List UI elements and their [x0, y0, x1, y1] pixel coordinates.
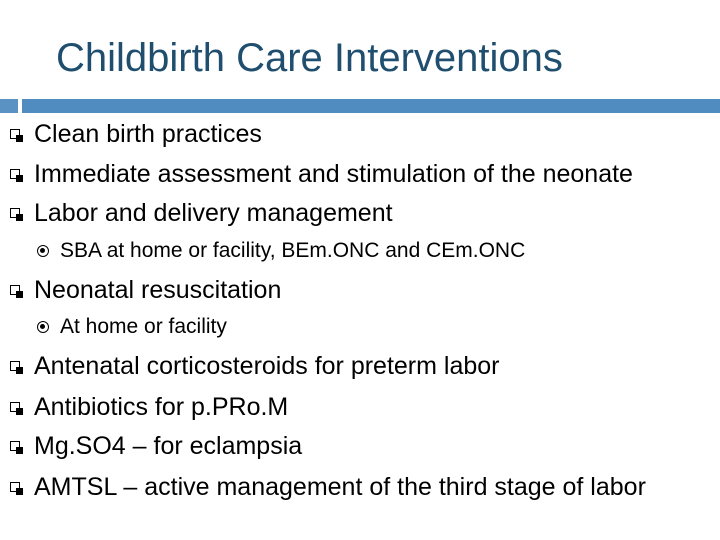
square-bullet-icon	[10, 208, 20, 218]
circle-dot-bullet-icon	[37, 245, 49, 257]
slide-title: Childbirth Care Interventions	[56, 36, 563, 80]
bullet-text: AMTSL – active management of the third stage of labor	[34, 473, 646, 501]
sub-bullet-text: SBA at home or facility, BEm.ONC and CEm.ONC	[60, 239, 526, 262]
bullet-text: Antibiotics for p.PRo.M	[34, 393, 289, 421]
bullet-text: Neonatal resuscitation	[34, 276, 282, 304]
square-bullet-icon	[10, 402, 20, 412]
square-bullet-icon	[10, 482, 20, 492]
square-bullet-icon	[10, 129, 20, 139]
bullet-text: Clean birth practices	[34, 120, 262, 148]
square-bullet-icon	[10, 441, 20, 451]
square-bullet-icon	[10, 285, 20, 295]
bullet-text: Antenatal corticosteroids for preterm labor	[34, 352, 500, 380]
bullet-text: Mg.SO4 – for eclampsia	[34, 432, 303, 460]
circle-dot-bullet-icon	[37, 321, 49, 333]
square-bullet-icon	[10, 361, 20, 371]
square-bullet-icon	[10, 169, 20, 179]
bullet-text: Immediate assessment and stimulation of the neonate	[34, 160, 633, 188]
sub-bullet-text: At home or facility	[60, 315, 227, 338]
bullet-text: Labor and delivery management	[34, 199, 393, 227]
